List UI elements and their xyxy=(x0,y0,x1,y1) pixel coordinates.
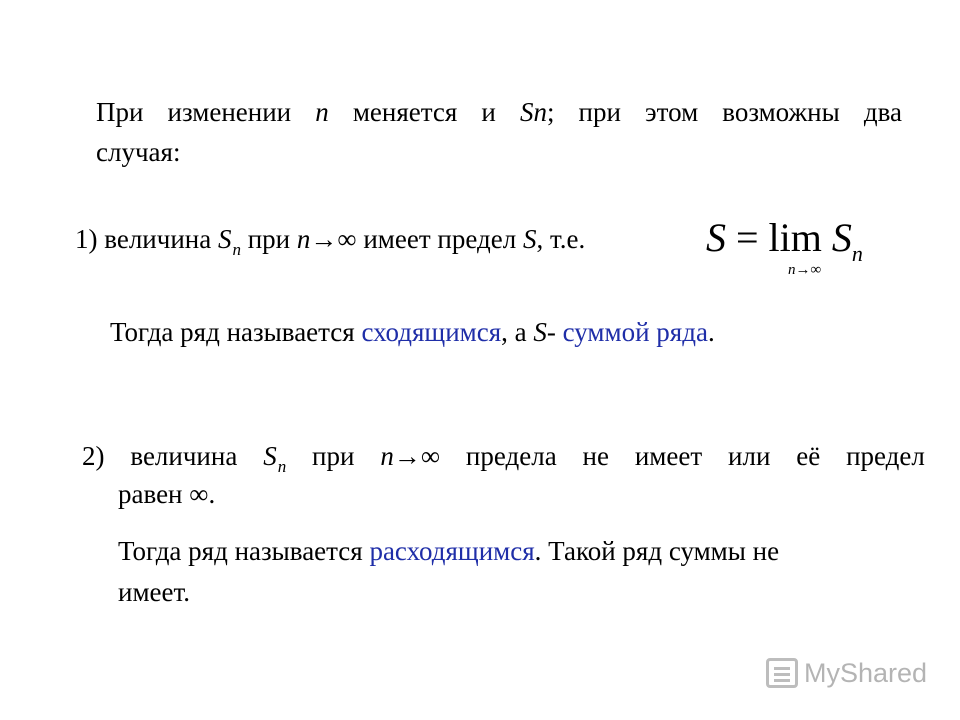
case-2-conclusion-line-2: имеет. xyxy=(118,577,191,607)
case-1-label: 1) величина xyxy=(75,224,218,254)
variable-n: n xyxy=(315,97,329,127)
word: величина xyxy=(130,441,238,471)
word: не xyxy=(582,441,609,471)
word: Тогда ряд называется xyxy=(118,536,370,566)
word: имеет xyxy=(634,441,703,471)
term-series-sum: суммой ряда xyxy=(562,317,708,347)
limit-subscript: n→∞ xyxy=(788,262,822,278)
symbol-s: S xyxy=(217,224,232,254)
word: . Такой ряд суммы не xyxy=(534,536,780,566)
symbol-sn: $S_n$ xyxy=(263,441,287,476)
word: , а xyxy=(501,317,534,347)
symbol-s: S xyxy=(533,317,547,347)
case-2-label: 2) xyxy=(82,441,105,471)
word: предел xyxy=(846,441,925,471)
word: меняется xyxy=(352,97,458,127)
symbol-s: S xyxy=(522,224,537,254)
arrow-infinity: →∞ xyxy=(310,224,357,254)
case-2-conclusion-line-1 xyxy=(118,535,779,567)
term-divergent: расходящимся xyxy=(369,536,535,566)
term-convergent: сходящимся xyxy=(361,317,502,347)
word: При xyxy=(96,97,144,127)
variable-n: n xyxy=(296,224,311,254)
presentation-icon xyxy=(766,658,798,688)
intro-line-2: случая: xyxy=(96,137,181,167)
word: , т.е. xyxy=(536,224,586,254)
word: при xyxy=(312,441,355,471)
word: или xyxy=(728,441,771,471)
word: Тогда ряд называется xyxy=(110,317,362,347)
subscript-n: n xyxy=(232,240,241,259)
word: её xyxy=(796,441,821,471)
word: предела xyxy=(465,441,557,471)
word: . xyxy=(707,317,715,347)
case-1-text xyxy=(75,223,585,259)
variable-sn: Sn; xyxy=(519,97,555,127)
case-2-line-1 xyxy=(82,440,925,476)
word: изменении xyxy=(167,97,292,127)
watermark-text: MyShared xyxy=(804,657,928,688)
case-2-line-2 xyxy=(118,478,215,510)
case-1-conclusion xyxy=(110,316,715,348)
word: при xyxy=(578,97,621,127)
word: два xyxy=(863,97,902,127)
word: равен xyxy=(118,479,190,509)
word: при xyxy=(240,224,297,254)
infinity-symbol: ∞. xyxy=(189,479,216,509)
formula-main: $S = \lim S_n$ xyxy=(706,215,863,266)
intro-line-1 xyxy=(96,96,902,128)
word: имеет предел xyxy=(356,224,523,254)
word: возможны xyxy=(722,97,840,127)
watermark-logo xyxy=(766,653,927,693)
arrow-infinity: n→∞ xyxy=(380,441,441,471)
word: - xyxy=(546,317,563,347)
limit-formula xyxy=(706,216,876,290)
word: этом xyxy=(645,97,699,127)
word: и xyxy=(481,97,496,127)
